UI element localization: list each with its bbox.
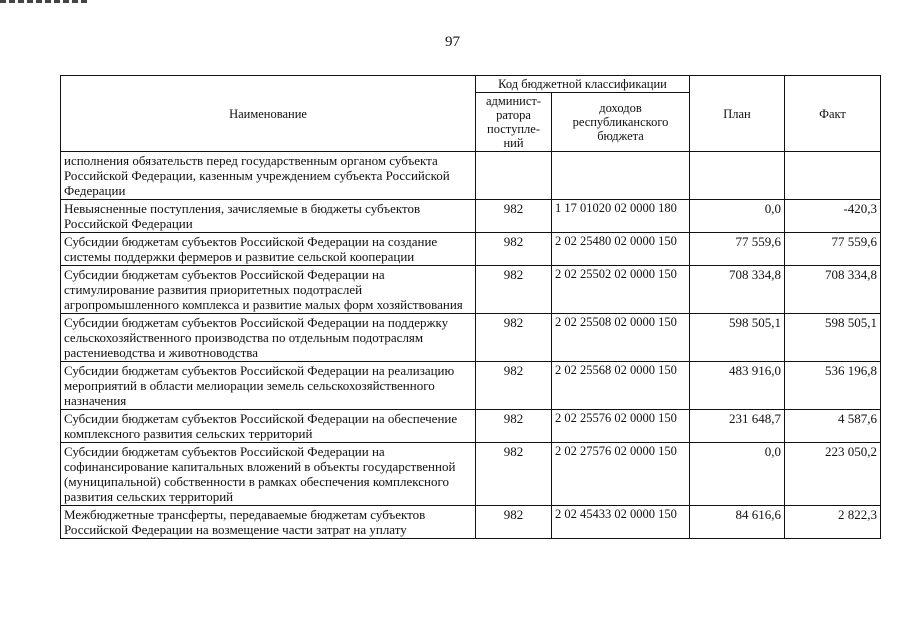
row-admin-code-cell: 982 [476, 362, 552, 410]
header-income: доходов республиканского бюджета [552, 93, 690, 152]
table-row [61, 443, 881, 506]
row-income-code-cell [552, 152, 690, 200]
table-row [61, 410, 881, 443]
header-plan: План [690, 76, 785, 152]
row-fact-cell: 2 822,3 [785, 506, 881, 539]
table-row [61, 233, 881, 266]
row-admin-code-cell: 982 [476, 200, 552, 233]
header-code-group: Код бюджетной классификации [476, 76, 690, 93]
budget-table [60, 75, 881, 539]
row-plan-cell: 708 334,8 [690, 266, 785, 314]
row-income-code-cell: 2 02 25508 02 0000 150 [552, 314, 690, 362]
header-fact: Факт [785, 76, 881, 152]
row-plan-cell: 598 505,1 [690, 314, 785, 362]
row-name-cell: Субсидии бюджетам субъектов Российской Федерации на стимулирование развития приоритетных подотраслей агропромышленного комплекса и развитие малых форм хозяйствования [61, 266, 476, 314]
table-header [61, 76, 881, 152]
header-admin: админист-ратора поступле-ний [476, 93, 552, 152]
row-plan-cell: 231 648,7 [690, 410, 785, 443]
row-income-code-cell: 2 02 27576 02 0000 150 [552, 443, 690, 506]
row-plan-cell [690, 152, 785, 200]
row-income-code-cell: 2 02 25480 02 0000 150 [552, 233, 690, 266]
row-fact-cell [785, 152, 881, 200]
row-admin-code-cell: 982 [476, 266, 552, 314]
table-row [61, 506, 881, 539]
row-admin-code-cell [476, 152, 552, 200]
row-income-code-cell: 2 02 25502 02 0000 150 [552, 266, 690, 314]
row-admin-code-cell: 982 [476, 233, 552, 266]
row-fact-cell: 4 587,6 [785, 410, 881, 443]
row-fact-cell: 223 050,2 [785, 443, 881, 506]
row-fact-cell: 598 505,1 [785, 314, 881, 362]
table-row [61, 266, 881, 314]
scan-corner-mark [0, 0, 90, 3]
row-income-code-cell: 2 02 45433 02 0000 150 [552, 506, 690, 539]
row-name-cell: Невыясненные поступления, зачисляемые в бюджеты субъектов Российской Федерации [61, 200, 476, 233]
row-name-cell: исполнения обязательств перед государственным органом субъекта Российской Федерации, казенным учреждением субъекта Российской Федерации [61, 152, 476, 200]
table-body [61, 152, 881, 539]
row-income-code-cell: 1 17 01020 02 0000 180 [552, 200, 690, 233]
row-name-cell: Субсидии бюджетам субъектов Российской Федерации на софинансирование капитальных вложений в объекты государственной (муниципальной) собственности в рамках обеспечения комплексного развития сельских территорий [61, 443, 476, 506]
row-name-cell: Межбюджетные трансферты, передаваемые бюджетам субъектов Российской Федерации на возмещение части затрат на уплату [61, 506, 476, 539]
row-fact-cell: 708 334,8 [785, 266, 881, 314]
row-name-cell: Субсидии бюджетам субъектов Российской Федерации на реализацию мероприятий в области мелиорации земель сельскохозяйственного назначения [61, 362, 476, 410]
row-fact-cell: -420,3 [785, 200, 881, 233]
row-income-code-cell: 2 02 25576 02 0000 150 [552, 410, 690, 443]
table-row [61, 314, 881, 362]
row-plan-cell: 0,0 [690, 443, 785, 506]
row-admin-code-cell: 982 [476, 506, 552, 539]
row-fact-cell: 77 559,6 [785, 233, 881, 266]
header-name: Наименование [61, 76, 476, 152]
row-plan-cell: 84 616,6 [690, 506, 785, 539]
row-name-cell: Субсидии бюджетам субъектов Российской Федерации на обеспечение комплексного развития сельских территорий [61, 410, 476, 443]
page-number: 97 [445, 34, 460, 50]
row-income-code-cell: 2 02 25568 02 0000 150 [552, 362, 690, 410]
row-plan-cell: 0,0 [690, 200, 785, 233]
row-plan-cell: 483 916,0 [690, 362, 785, 410]
row-admin-code-cell: 982 [476, 314, 552, 362]
row-admin-code-cell: 982 [476, 443, 552, 506]
table-row [61, 362, 881, 410]
row-name-cell: Субсидии бюджетам субъектов Российской Федерации на поддержку сельскохозяйственного производства по отдельным подотраслям растениеводства и животноводства [61, 314, 476, 362]
table-row [61, 152, 881, 200]
row-name-cell: Субсидии бюджетам субъектов Российской Федерации на создание системы поддержки фермеров и развитие сельской кооперации [61, 233, 476, 266]
row-admin-code-cell: 982 [476, 410, 552, 443]
table-row [61, 200, 881, 233]
row-fact-cell: 536 196,8 [785, 362, 881, 410]
row-plan-cell: 77 559,6 [690, 233, 785, 266]
